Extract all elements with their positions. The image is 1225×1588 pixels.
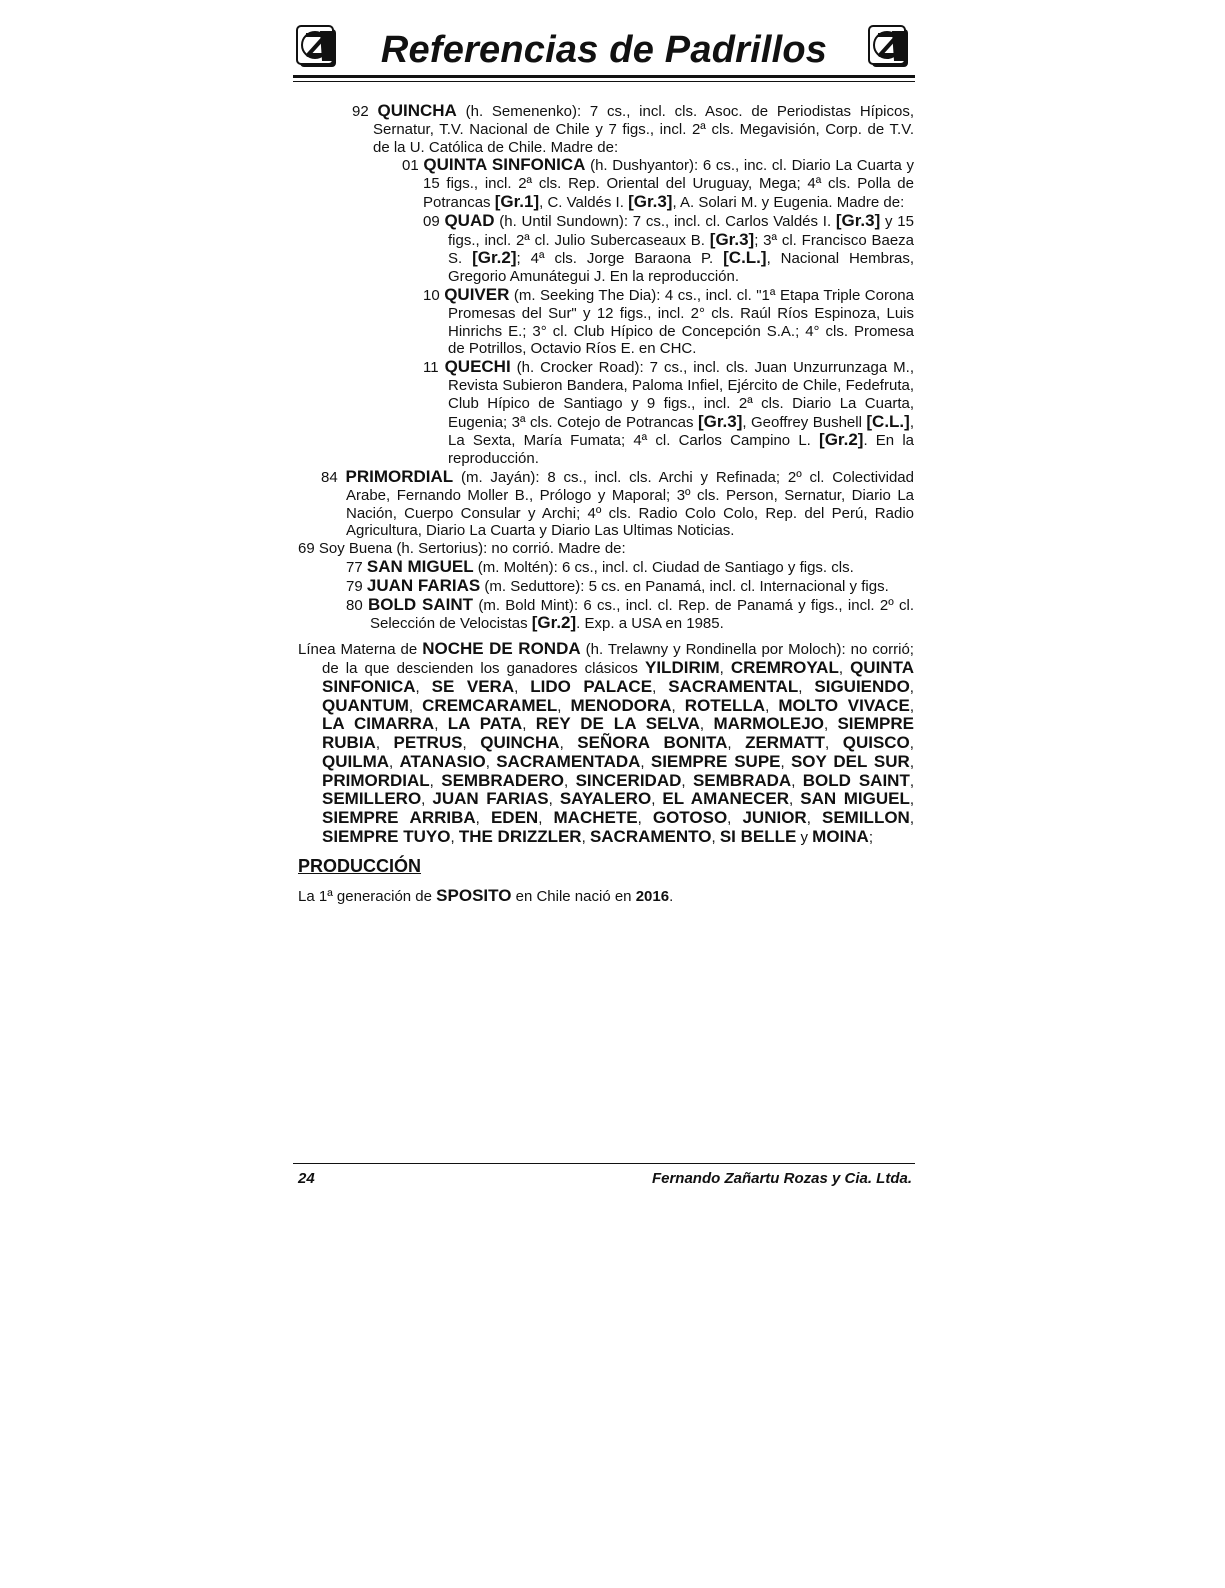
winner-name: SAYALERO <box>559 789 652 809</box>
winner-name: LA PATA <box>447 714 523 734</box>
winner-name: SINCERIDAD <box>575 770 682 790</box>
entry-text: (h. Until Sundown): 7 cs., incl. cl. Carlos Valdés I. <box>494 212 836 230</box>
winner-name: REY DE LA SELVA <box>535 714 700 734</box>
maternal-line-intro: (h. Trelawny y Rondinella por Moloch): no corrió; de la que descienden los ganadores clásicos <box>322 641 914 677</box>
pedigree-entry <box>298 468 914 540</box>
horse-name: NOCHE DE RONDA <box>422 639 581 659</box>
winner-name: CREMCARAMEL <box>422 695 558 715</box>
winner-name: SOY DEL SUR <box>790 751 910 771</box>
entry-year: 80 <box>346 596 363 614</box>
grade-badge: [Gr.3] <box>709 229 755 249</box>
winner-name: QUILMA <box>322 751 390 771</box>
winner-name: YILDIRIM <box>645 657 720 677</box>
winner-name: QUINTA SINFONICA <box>322 657 914 696</box>
entry-text: (h. Dushyantor): 6 cs., inc. cl. Diario La Cuarta y 15 figs., incl. 2ª cls. Rep. Oriental del Uruguay, Mega; 4ª cls. Polla de Potrancas <box>423 157 914 211</box>
pedigree-entry <box>298 212 914 286</box>
winner-name: SEMBRADERO <box>441 770 565 790</box>
entry-year: 92 <box>352 103 369 120</box>
entry-text: . En la reproducción. <box>448 432 914 468</box>
entry-text: , Geoffrey Bushell <box>742 413 867 431</box>
winner-name: QUINCHA <box>480 733 560 753</box>
winner-name: MACHETE <box>553 808 638 828</box>
winner-name: THE DRIZZLER <box>458 827 582 847</box>
entry-year: 79 <box>346 577 363 595</box>
entry-text: , Nacional Hembras, Gregorio Amunátegui J. En la reproducción. <box>448 250 914 286</box>
winner-name: PETRUS <box>393 733 463 753</box>
winner-name: SEMILLON <box>822 808 910 828</box>
page-number: 24 <box>298 1170 315 1187</box>
winner-name: EDEN <box>490 808 539 828</box>
pedigree-entry <box>298 596 914 634</box>
horse-name: QUAD <box>444 210 495 230</box>
entry-text: ; 3ª cl. Francisco Baeza S. <box>448 231 915 268</box>
production-year: 2016 <box>635 887 670 905</box>
winner-name: PRIMORDIAL <box>322 770 430 790</box>
winner-name: SIEMPRE ARRIBA <box>322 808 476 828</box>
entry-year: 11 <box>423 359 439 377</box>
production-text: . <box>669 887 674 905</box>
entry-text: . Exp. a USA en 1985. <box>576 615 724 633</box>
horse-name: QUIVER <box>444 284 510 304</box>
ribbon-emblem-icon <box>868 25 912 71</box>
horse-name: BOLD SAINT <box>368 594 474 614</box>
winner-name: ZERMATT <box>745 733 826 753</box>
grade-badge: [C.L.] <box>723 248 767 268</box>
winner-name: SEMBRADA <box>692 770 792 790</box>
entry-text: (m. Seeking The Dia): 4 cs., incl. cl. "1ª Etapa Triple Corona Promesas del Sur" y 12 figs., incl. 2° cls. Raúl Ríos Espinoza, Luis Hinrichs E.; 3° cl. Club Hípico de Concepción S.A.; 4° cls. Promesa de Potrillos, Octavio Ríos E. en CHC. <box>448 286 914 358</box>
winner-name: CREMROYAL <box>730 657 839 677</box>
horse-name: SAN MIGUEL <box>366 556 474 576</box>
winner-name: ROTELLA <box>684 695 766 715</box>
entry-text: (h. Semenenko): 7 cs., incl. cls. Asoc. de Periodistas Hípicos, Sernatur, T.V. Nacional de Chile y 7 figs., incl. 2ª cls. Megavisión, Corp. de T.V. de la U. Católica de Chile. Madre de: <box>373 103 914 156</box>
winner-name: MOINA <box>812 827 869 847</box>
maternal-line-paragraph <box>298 640 914 847</box>
horse-name: QUINTA SINFONICA <box>423 155 586 175</box>
winner-name: MENODORA <box>570 695 672 715</box>
grade-badge: [Gr.3] <box>697 411 743 431</box>
winner-name: QUANTUM <box>322 695 409 715</box>
pedigree-entry <box>298 558 914 577</box>
page-footer <box>293 1163 915 1187</box>
winner-name: SEMILLERO <box>322 789 422 809</box>
production-paragraph <box>298 886 914 906</box>
production-text: La 1ª generación de <box>298 887 437 905</box>
winner-name: SACRAMENTO <box>589 827 712 847</box>
winner-name: LIDO PALACE <box>530 676 653 696</box>
winner-name: MARMOLEJO <box>713 714 824 734</box>
entry-year: 77 <box>346 558 363 576</box>
horse-name: JUAN FARIAS <box>366 575 481 595</box>
header-rule-thin <box>293 81 915 82</box>
winner-name: SEÑORA BONITA <box>577 733 728 753</box>
entry-text: , La Sexta, María Fumata; 4ª cl. Carlos Campino L. <box>448 413 914 450</box>
grade-badge: [Gr.2] <box>819 430 864 450</box>
horse-name: SPOSITO <box>436 885 512 905</box>
entry-text: (m. Jayán): 8 cs., incl. cls. Archi y Refinada; 2º cl. Colectividad Arabe, Fernando Moller B., Prólogo y Maporal; 3º cls. Person, Sernatur, Diario La Nación, Cuerpo Consular y Archi; 4º cls. Radio Colo Colo, Rep. del Perú, Radio Agricultura, Diario La Cuarta y Diario Las Ultimas Noticias. <box>346 468 914 540</box>
pedigree-entry <box>298 156 914 211</box>
grade-badge: [Gr.3] <box>628 191 673 211</box>
entry-year: 69 <box>298 540 315 558</box>
grade-badge: [Gr.1] <box>494 191 540 211</box>
pedigree-entry <box>298 540 914 558</box>
winner-name: GOTOSO <box>652 808 728 828</box>
production-text: en Chile nació en <box>511 887 636 905</box>
pedigree-entry <box>298 358 914 468</box>
winner-name: SIEMPRE SUPE <box>650 751 781 771</box>
entry-text: , A. Solari M. y Eugenia. Madre de: <box>672 193 905 211</box>
grade-badge: [Gr.3] <box>835 210 881 230</box>
winner-name: SIEMPRE TUYO <box>322 827 451 847</box>
winner-name: JUAN FARIAS <box>432 789 549 809</box>
maternal-line-prefix: Línea Materna de <box>298 641 423 659</box>
winners-list: YILDIRIM, CREMROYAL, QUINTA SINFONICA, SE VERA, LIDO PALACE, SACRAMENTAL, SIGUIENDO, QUANTUM, CREMCARAMEL, MENODORA, ROTELLA, MOLTO VIVACE, LA CIMARRA, LA PATA, REY DE LA SELVA, MARMOLEJO, SIEMPRE RUBIA, PETRUS, QUINCHA, SEÑORA BONITA, ZERMATT, QUISCO, QUILMA, ATANASIO, SACRAMENTADA, SIEMPRE SUPE, SOY DEL SUR, PRIMORDIAL, SEMBRADERO, SINCERIDAD, SEMBRADA, BOLD SAINT, SEMILLERO, JUAN FARIAS, SAYALERO, EL AMANECER, SAN MIGUEL, SIEMPRE ARRIBA, EDEN, MACHETE, GOTOSO, JUNIOR, SEMILLON, SIEMPRE TUYO, THE DRIZZLER, SACRAMENTO, SI BELLE y MOINA <box>322 657 915 847</box>
winner-name: LA CIMARRA <box>322 714 435 734</box>
entry-text: (m. Moltén): 6 cs., incl. cl. Ciudad de Santiago y figs. cls. <box>473 558 854 576</box>
winner-name: SIGUIENDO <box>814 676 910 696</box>
header-rule-thick <box>293 75 915 78</box>
pedigree-entry <box>298 577 914 596</box>
horse-name: PRIMORDIAL <box>345 466 454 486</box>
entry-text: ; 4ª cls. Jorge Baraona P. <box>516 250 724 268</box>
entry-year: 09 <box>423 212 440 230</box>
grade-badge: [Gr.2] <box>531 613 577 633</box>
horse-name: QUECHI <box>444 357 511 377</box>
entry-text: (m. Bold Mint): 6 cs., incl. cl. Rep. de Panamá y figs., incl. 2º cl. Selección de Velocistas <box>370 596 914 633</box>
winner-name: SACRAMENTADA <box>496 751 641 771</box>
winner-name: SE VERA <box>431 676 515 696</box>
winner-name: SAN MIGUEL <box>800 789 910 809</box>
entry-text: Soy Buena (h. Sertorius): no corrió. Madre de: <box>314 540 626 558</box>
winner-name: QUISCO <box>842 733 910 753</box>
winner-name: EL AMANECER <box>662 789 790 809</box>
entry-text: y 15 figs., incl. 2ª cl. Julio Subercaseaux B. <box>448 212 914 249</box>
maternal-line-end: ; <box>868 829 874 847</box>
grade-badge: [Gr.2] <box>472 248 517 268</box>
page-body <box>298 102 914 921</box>
grade-badge: [C.L.] <box>866 411 910 431</box>
entry-year: 01 <box>402 157 419 175</box>
winner-name: SACRAMENTAL <box>668 676 799 696</box>
entry-text: (h. Crocker Road): 7 cs., incl. cls. Juan Unzurrunzaga M., Revista Subieron Bandera, Paloma Infiel, Ejército de Chile, Fedefruta, Club Hípico de Santiago y 9 figs., incl. 2ª cls. Diario La Cuarta, Eugenia; 3ª cls. Cotejo de Potrancas <box>448 359 914 431</box>
winner-name: SIEMPRE RUBIA <box>322 714 914 753</box>
section-heading: PRODUCCIÓN <box>298 855 422 876</box>
pedigree-entry <box>298 102 914 156</box>
publisher-name: Fernando Zañartu Rozas y Cia. Ltda. <box>651 1170 912 1187</box>
winner-name: BOLD SAINT <box>802 770 910 790</box>
entry-text: (m. Seduttore): 5 cs. en Panamá, incl. cl. Internacional y figs. <box>480 577 889 595</box>
entry-year: 84 <box>321 468 338 486</box>
entry-year: 10 <box>423 286 440 304</box>
pedigree-entry <box>298 286 914 358</box>
horse-name: QUINCHA <box>377 101 457 120</box>
entry-text: , C. Valdés I. <box>539 193 629 211</box>
winner-name: MOLTO VIVACE <box>778 695 910 715</box>
page-title: Referencias de Padrillos <box>380 29 828 71</box>
winner-name: SI BELLE <box>719 827 797 847</box>
winner-name: ATANASIO <box>399 751 486 771</box>
page-header <box>293 20 915 82</box>
winner-name: JUNIOR <box>742 808 807 828</box>
